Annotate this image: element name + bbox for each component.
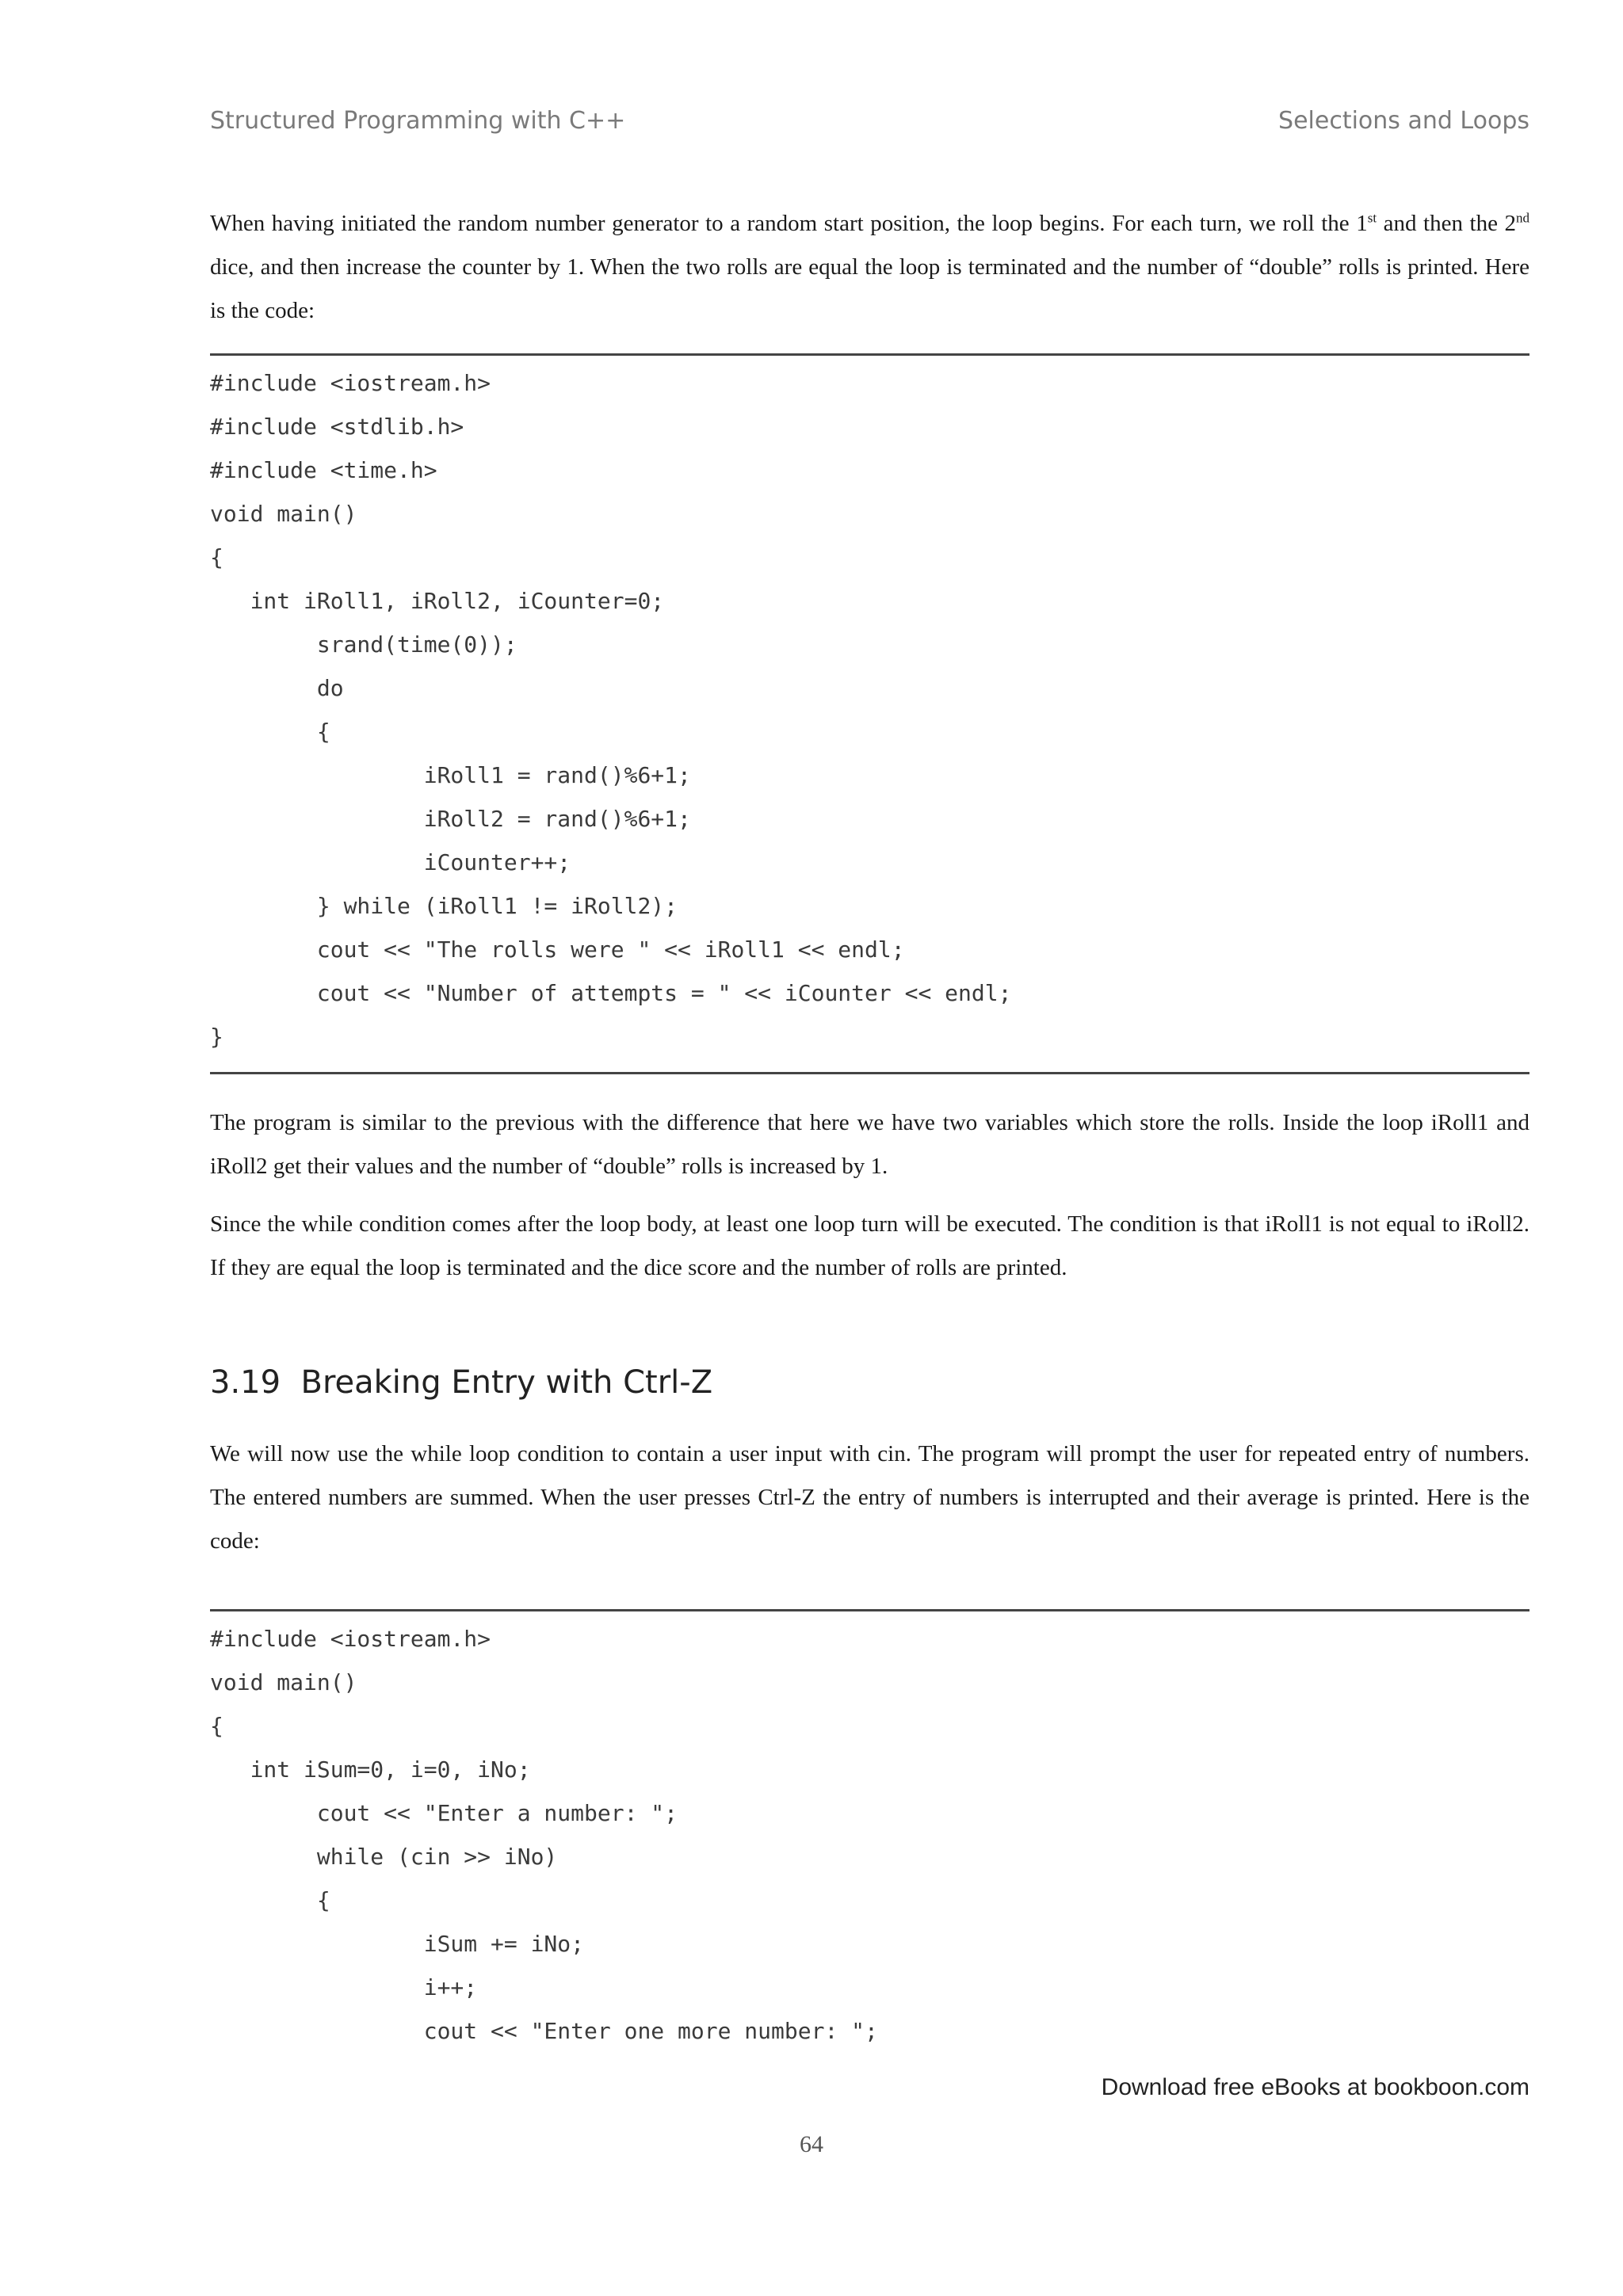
code-line: #include <iostream.h> (210, 1626, 491, 1652)
code-line: cout << "The rolls were " << iRoll1 << endl; (210, 936, 905, 963)
code-line: int iSum=0, i=0, iNo; (210, 1756, 531, 1783)
code-line: iRoll2 = rand()%6+1; (210, 806, 691, 832)
code-line: { (210, 1713, 223, 1739)
section-number: 3.19 (210, 1364, 281, 1401)
section-title: Breaking Entry with Ctrl-Z (300, 1364, 713, 1401)
code-line: srand(time(0)); (210, 631, 517, 658)
book-title: Structured Programming with C++ (210, 107, 626, 135)
running-header (210, 107, 1529, 147)
code-line: } (210, 1024, 223, 1050)
chapter-title: Selections and Loops (1278, 107, 1529, 135)
section-heading (210, 1364, 712, 1401)
code-line: iRoll1 = rand()%6+1; (210, 762, 691, 788)
code-line: void main() (210, 1669, 357, 1695)
code-line: iSum += iNo; (210, 1931, 585, 1957)
code-line: void main() (210, 501, 357, 527)
code-line: #include <iostream.h> (210, 370, 491, 396)
code-line: cout << "Enter a number: "; (210, 1800, 678, 1826)
code-line: cout << "Enter one more number: "; (210, 2018, 878, 2044)
paragraph-while-condition: Since the while condition comes after the loop body, at least one loop turn will be executed. The condition is that iRoll1 is not equal to iRoll2. If they are equal the loop is terminated and the dice score and the number of rolls are printed. (210, 1211, 1529, 1280)
code-line: } while (iRoll1 != iRoll2); (210, 893, 678, 919)
code-line: { (210, 719, 330, 745)
paragraph-after-code: The program is similar to the previous with the difference that here we have two variables which store the rolls. Inside the loop iRoll1 and iRoll2 get their values and the number of “double” rolls is increased by 1. (210, 1110, 1529, 1179)
code-line: while (cin >> iNo) (210, 1844, 558, 1870)
code-line: { (210, 544, 223, 570)
code-line: i++; (210, 1974, 478, 2000)
download-link[interactable]: Download free eBooks at bookboon.com (1101, 2074, 1529, 2100)
code-line: iCounter++; (210, 849, 571, 875)
code-bottom-rule (210, 1072, 1529, 1074)
page-number: 64 (800, 2131, 823, 2157)
code-line: #include <stdlib.h> (210, 414, 464, 440)
code-line: #include <time.h> (210, 457, 437, 483)
section-paragraph: We will now use the while loop condition to contain a user input with cin. The program will prompt the user for repeated entry of numbers. The entered numbers are summed. When the user presses Ctrl-Z the entry of numbers is interrupted and their average is printed. Here is the code: (210, 1441, 1529, 1554)
intro-paragraph: When having initiated the random number generator to a random start position, the loop begins. For each turn, we roll the 1st and then the 2nd dice, and then increase the counter by 1. When the two rolls are equal the loop is terminated and the number of “double” rolls is printed. Here is the code: (210, 210, 1529, 323)
code-line: { (210, 1887, 330, 1913)
code-top-rule (210, 353, 1529, 356)
code-line: cout << "Number of attempts = " << iCounter << endl; (210, 980, 1012, 1006)
code-line: int iRoll1, iRoll2, iCounter=0; (210, 588, 665, 614)
code-line: do (210, 675, 344, 701)
code2-top-rule (210, 1609, 1529, 1611)
